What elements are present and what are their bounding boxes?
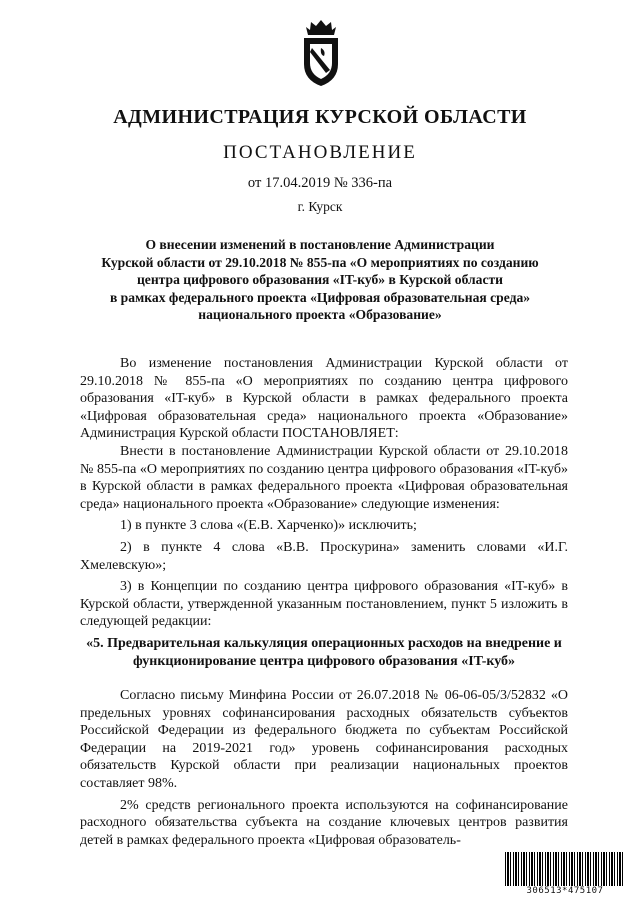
coat-of-arms-icon [296,18,346,88]
intro-paragraph: Во изменение постановления Администрации Курской области от 29.10.2018 № 855-па «О мероприятиях по созданию центра цифрового образования «IT-куб» в Курской области в рамках федерального проекта «Цифровая образовательная среда» национального проекта «Образование» Администрация Курской области ПОСТАНОВЛЯЕТ: [80,356,568,442]
subject-line: Курской области от 29.10.2018 № 855-па «О мероприятиях по созданию [101,254,539,270]
organization-title: АДМИНИСТРАЦИЯ КУРСКОЙ ОБЛАСТИ [113,106,527,128]
list-item: 1) в пункте 3 слова «(Е.В. Харченко)» исключить; [120,518,417,534]
subject-heading [60,236,580,324]
subject-line: центра цифрового образования «IT-куб» в Курской области [136,272,504,287]
list-item: 3) в Концепции по созданию центра цифрового образования «IT-куб» в Курской области, утвержденной указанным постановлением, пункт 5 изложить в следующей редакции: [80,579,568,630]
section-title: «5. Предварительная калькуляция операционных расходов на внедрение и функционирование центра цифрового образования «IT-куб» [86,635,562,669]
date-number: от 17.04.2019 № 336-па [247,175,393,191]
paragraph: Согласно письму Минфина России от 26.07.2018 № 06-06-05/3/52832 «О предельных уровнях софинансирования расходных обязательств субъектов Российской Федерации из федерального бюджета по субъектам Российской Федерации на 2019-2021 год» уровень софинансирования расходных обязательств Курской области при реализации национальных проектов составляет 98%. [80,688,568,792]
list-item: 2) в пункте 4 слова «В.В. Проскурина» заменить словами «И.Г. Хмелевскую»; [80,539,568,573]
amendment-intro: Внести в постановление Администрации Курской области от 29.10.2018 № 855-па «О мероприятиях по созданию центра цифрового образования «IT-куб» в Курской области в рамках федерального проекта «Цифровая образовательная среда» национального проекта «Образование» следующие изменения: [80,443,568,512]
subject-line: национального проекта «Образование» [198,307,442,322]
document-body [80,355,568,849]
barcode [505,852,625,898]
barcode-number: 306513*475107 [526,886,604,896]
document-type: ПОСТАНОВЛЕНИЕ [223,142,417,163]
city: г. Курск [297,199,343,214]
barcode-bars [505,852,625,886]
subject-line: О внесении изменений в постановление Администрации [145,237,495,252]
paragraph: 2% средств регионального проекта используются на софинансирование расходного обязательства субъекта на создание ключевых центров развития детей в рамках федерального проекта «Цифровая образователь- [80,797,568,848]
subject-line: в рамках федерального проекта «Цифровая образовательная среда» [109,289,531,305]
